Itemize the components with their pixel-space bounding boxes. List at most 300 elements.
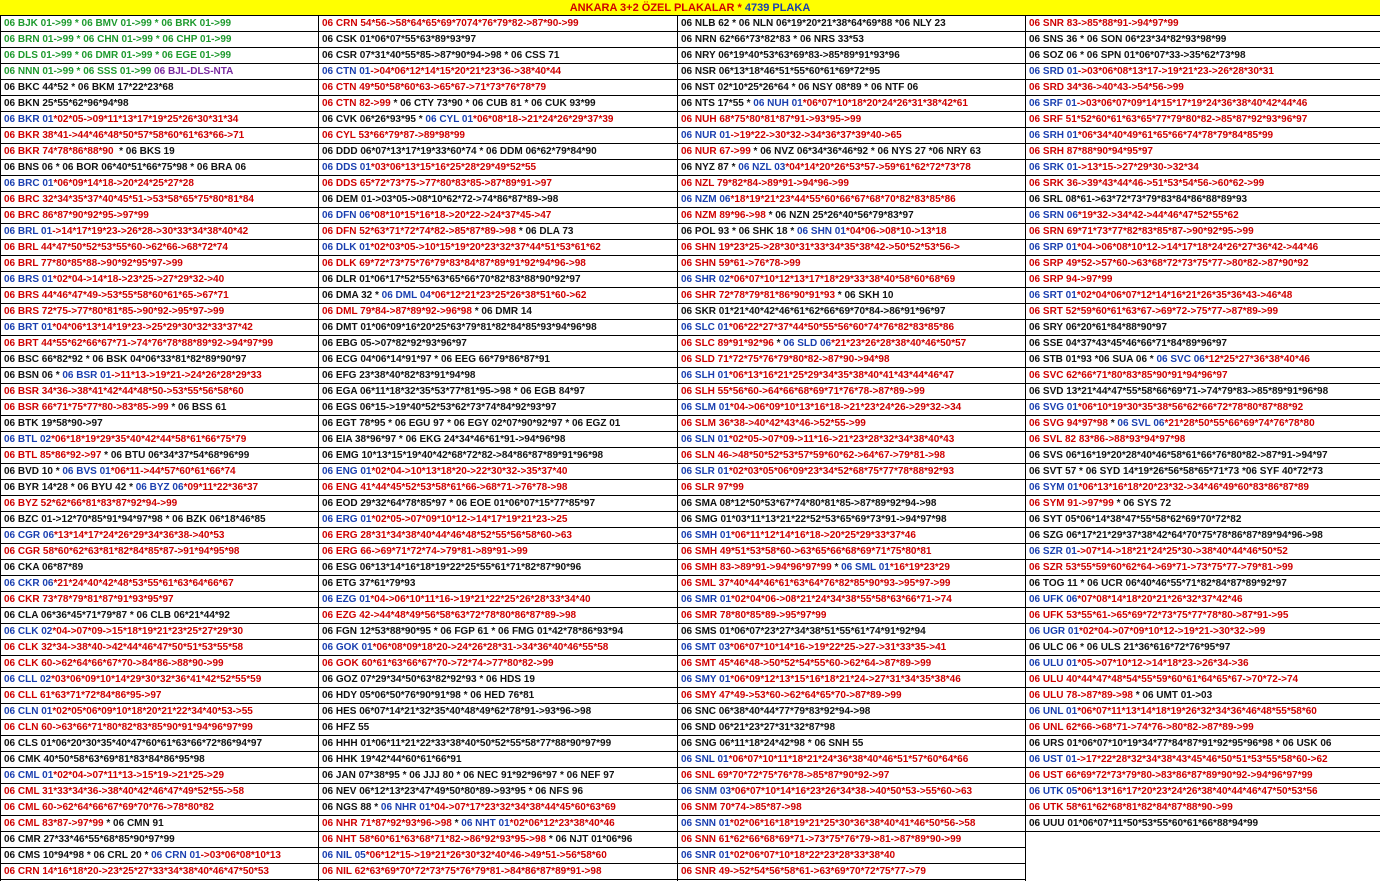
cell-text: *09*11*22*36*37 bbox=[183, 482, 259, 493]
cell-text: 06 SZG 06*17*21*29*37*38*42*64*70*75*78*86*87*89*94*96->98 bbox=[1029, 530, 1323, 541]
cell-text: 06 SNM 70*74->85*87->98 bbox=[681, 802, 802, 813]
table-cell[interactable] bbox=[678, 592, 1025, 608]
table-cell[interactable] bbox=[1, 800, 318, 816]
table-cell[interactable] bbox=[678, 48, 1025, 64]
table-cell[interactable] bbox=[1026, 32, 1380, 48]
cell-text: 06 DLR 01*06*17*52*55*63*65*66*70*82*83*88*90*92*97 bbox=[322, 274, 581, 285]
table-cell[interactable] bbox=[678, 160, 1025, 176]
table-cell[interactable] bbox=[1, 320, 318, 336]
cell-text: 06 SYM 01 bbox=[1029, 482, 1079, 493]
cell-text: 06 EFG 23*38*40*82*83*91*94*98 bbox=[322, 370, 476, 381]
table-cell[interactable] bbox=[1026, 640, 1380, 656]
cell-text: 06 CYL 01 bbox=[425, 114, 474, 125]
table-cell[interactable] bbox=[678, 304, 1025, 320]
cell-text: 06 BYR 14*28 * 06 BYU 42 * bbox=[4, 482, 136, 493]
table-cell[interactable] bbox=[678, 224, 1025, 240]
table-cell[interactable] bbox=[678, 848, 1025, 864]
cell-text: 06 ERG 66->69*71*72*74->79*81->89*91->99 bbox=[322, 546, 528, 557]
table-cell[interactable] bbox=[319, 656, 677, 672]
table-cell[interactable] bbox=[678, 512, 1025, 528]
table-cell[interactable] bbox=[1026, 432, 1380, 448]
table-cell[interactable] bbox=[319, 800, 677, 816]
table-cell[interactable] bbox=[319, 736, 677, 752]
column-3 bbox=[678, 16, 1026, 881]
cell-text: *21*28*50*55*66*69*74*76*78*80 bbox=[1164, 418, 1315, 429]
table-cell[interactable] bbox=[678, 240, 1025, 256]
cell-text: 06 SOZ 06 * 06 SPN 01*06*07*33->35*62*73*98 bbox=[1029, 50, 1246, 61]
table-cell[interactable] bbox=[1026, 368, 1380, 384]
cell-text: * 06 UMT 01->03 bbox=[1135, 690, 1213, 701]
table-cell[interactable] bbox=[1026, 592, 1380, 608]
cell-text: 06 UGR 01 bbox=[1029, 626, 1080, 637]
cell-text: *06*13*16*18*20*23*32->34*46*49*60*83*86*87*89 bbox=[1078, 482, 1309, 493]
table-cell[interactable] bbox=[678, 112, 1025, 128]
cell-text: *02*05->09*11*13*17*19*25*26*30*31*34 bbox=[53, 114, 239, 125]
table-cell[interactable] bbox=[678, 320, 1025, 336]
table-cell[interactable] bbox=[319, 608, 677, 624]
cell-text: 06 NST 02*10*25*26*64 * 06 NSY 08*89 * 06 NTF 06 bbox=[681, 82, 919, 93]
cell-text: *06*09*12*13*15*16*18*21*24->27*31*34*35*38*46 bbox=[730, 674, 961, 685]
table-cell[interactable] bbox=[319, 48, 677, 64]
table-cell[interactable] bbox=[678, 272, 1025, 288]
cell-text: 06 CLS 01*06*20*30*35*40*47*60*61*63*66*72*86*94*97 bbox=[4, 738, 263, 749]
cell-text: 06 CLN 01 bbox=[4, 706, 53, 717]
table-cell[interactable] bbox=[678, 400, 1025, 416]
cell-text: * 06 BSS 61 bbox=[171, 402, 227, 413]
cell-text: *12*25*27*36*38*40*46 bbox=[1204, 354, 1310, 365]
table-cell[interactable] bbox=[1, 96, 318, 112]
cell-text: 06 SMH 49*51*53*58*60->63*65*66*68*69*71*75*80*81 bbox=[681, 546, 932, 557]
cell-text: *08*10*15*16*18->20*22->24*37*45->47 bbox=[370, 210, 552, 221]
table-cell[interactable] bbox=[1, 16, 318, 32]
table-cell[interactable] bbox=[1026, 16, 1380, 32]
table-cell[interactable] bbox=[1, 512, 318, 528]
table-cell[interactable] bbox=[1, 576, 318, 592]
table-cell[interactable] bbox=[1026, 656, 1380, 672]
cell-text: 06 EZG 42->44*48*49*56*58*63*72*78*80*86*87*89->98 bbox=[322, 610, 577, 621]
cell-text: *06*11->44*57*60*61*66*74 bbox=[110, 466, 236, 477]
cell-text: 06 NRY 06*19*40*53*63*69*83->85*89*91*93*96 bbox=[681, 50, 900, 61]
table-cell[interactable] bbox=[1026, 752, 1380, 768]
cell-text: *02*04*06*07*12*14*16*21*26*35*36*43->46*48 bbox=[1076, 290, 1293, 301]
cell-text: *18*19*21*23*44*55*60*66*67*68*70*82*83*85*86 bbox=[730, 194, 956, 205]
table-cell[interactable] bbox=[1026, 816, 1380, 832]
table-cell[interactable] bbox=[319, 560, 677, 576]
table-cell[interactable] bbox=[319, 208, 677, 224]
table-cell[interactable] bbox=[1026, 544, 1380, 560]
table-cell[interactable] bbox=[1026, 320, 1380, 336]
table-cell[interactable] bbox=[319, 336, 677, 352]
table-cell[interactable] bbox=[678, 608, 1025, 624]
table-cell[interactable] bbox=[678, 368, 1025, 384]
table-cell[interactable] bbox=[319, 672, 677, 688]
table-cell[interactable] bbox=[678, 144, 1025, 160]
table-cell[interactable] bbox=[1026, 384, 1380, 400]
table-cell[interactable] bbox=[1, 848, 318, 864]
table-cell[interactable] bbox=[678, 784, 1025, 800]
table-cell[interactable] bbox=[1, 672, 318, 688]
table-cell[interactable] bbox=[678, 720, 1025, 736]
table-cell[interactable] bbox=[1, 768, 318, 784]
cell-text: 06 SRH 01 bbox=[1029, 130, 1078, 141]
table-cell[interactable] bbox=[678, 64, 1025, 80]
table-cell[interactable] bbox=[1, 736, 318, 752]
cell-text: 06 NSR 06*13*18*46*51*55*60*61*69*72*95 bbox=[681, 66, 881, 77]
cell-text: ->07*14->18*21*24*25*30->38*40*44*46*50*52 bbox=[1076, 546, 1288, 557]
table-cell[interactable] bbox=[1026, 672, 1380, 688]
table-cell[interactable] bbox=[1026, 768, 1380, 784]
table-cell[interactable] bbox=[1, 608, 318, 624]
table-cell[interactable] bbox=[319, 768, 677, 784]
table-cell[interactable] bbox=[678, 480, 1025, 496]
table-cell[interactable] bbox=[678, 768, 1025, 784]
table-cell[interactable] bbox=[1026, 208, 1380, 224]
table-cell[interactable] bbox=[1, 64, 318, 80]
cell-text: 06 SNR 01 bbox=[681, 850, 730, 861]
table-cell[interactable] bbox=[319, 576, 677, 592]
table-cell[interactable] bbox=[1, 688, 318, 704]
cell-text: 06 SML 37*40*44*46*61*63*64*76*82*85*90*93->95*97->99 bbox=[681, 578, 951, 589]
cell-text: 06 CML 83*87->97*99 bbox=[4, 818, 107, 829]
table-cell[interactable] bbox=[1, 288, 318, 304]
table-cell[interactable] bbox=[319, 64, 677, 80]
cell-text: *06*07*10*14*16->19*22*25->27->31*33*35->41 bbox=[729, 642, 947, 653]
table-cell[interactable] bbox=[1026, 304, 1380, 320]
cell-text: * 06 CTY 73*90 * 06 CUB 81 * 06 CUK 93*99 bbox=[393, 98, 596, 109]
table-cell[interactable] bbox=[678, 192, 1025, 208]
cell-text: * 06 BTU 06*34*37*54*68*96*99 bbox=[104, 450, 250, 461]
table-cell[interactable] bbox=[1, 384, 318, 400]
cell-text: *02*06*16*18*19*21*25*30*36*38*40*41*46*50*56->58 bbox=[729, 818, 976, 829]
table-cell[interactable] bbox=[1, 352, 318, 368]
table-cell[interactable] bbox=[1, 160, 318, 176]
table-cell[interactable] bbox=[678, 640, 1025, 656]
table-cell[interactable] bbox=[1026, 496, 1380, 512]
table-cell[interactable] bbox=[319, 160, 677, 176]
cell-text: 06 SRH 87*88*90*94*95*97 bbox=[1029, 146, 1153, 157]
cell-text: 06 SVC 06 bbox=[1156, 354, 1205, 365]
table-cell[interactable] bbox=[1, 256, 318, 272]
cell-text: 06 EGT 78*95 * 06 EGU 97 * 06 EGY 02*07*90*92*97 * 06 EGZ 01 bbox=[322, 418, 621, 429]
table-cell[interactable] bbox=[319, 688, 677, 704]
cell-text: 06 SNN 61*62*66*68*69*71->73*75*76*79->81->87*89*90->99 bbox=[681, 834, 962, 845]
table-cell[interactable] bbox=[678, 672, 1025, 688]
table-cell[interactable] bbox=[678, 752, 1025, 768]
cell-text: 06 BRC 32*34*35*37*40*45*51->53*58*65*75*80*81*84 bbox=[4, 194, 254, 205]
table-cell[interactable] bbox=[319, 320, 677, 336]
table-cell[interactable] bbox=[678, 464, 1025, 480]
table-cell[interactable] bbox=[319, 384, 677, 400]
table-cell[interactable] bbox=[1026, 512, 1380, 528]
table-cell[interactable] bbox=[319, 400, 677, 416]
table-cell[interactable] bbox=[1, 240, 318, 256]
cell-text: 06 CLK 60->62*64*66*67*70->84*86->88*90->99 bbox=[4, 658, 224, 669]
table-cell[interactable] bbox=[678, 544, 1025, 560]
table-cell[interactable] bbox=[1026, 448, 1380, 464]
table-cell[interactable] bbox=[1, 496, 318, 512]
cell-text: 06 BRT 01 bbox=[4, 322, 53, 333]
table-cell[interactable] bbox=[1026, 784, 1380, 800]
table-cell[interactable] bbox=[319, 496, 677, 512]
table-cell[interactable] bbox=[1, 224, 318, 240]
table-cell[interactable] bbox=[319, 256, 677, 272]
table-cell[interactable] bbox=[1, 80, 318, 96]
table-cell[interactable] bbox=[678, 448, 1025, 464]
table-cell[interactable] bbox=[319, 144, 677, 160]
table-cell[interactable] bbox=[319, 352, 677, 368]
column-2 bbox=[319, 16, 678, 881]
table-cell[interactable] bbox=[678, 416, 1025, 432]
cell-text: *06*08*09*18*20->24*26*28*31->34*36*40*46*55*58 bbox=[372, 642, 609, 653]
table-cell[interactable] bbox=[1, 176, 318, 192]
cell-text: 06 CTN 49*50*58*60*63->65*67->71*73*76*78*79 bbox=[322, 82, 547, 93]
table-cell[interactable] bbox=[319, 528, 677, 544]
table-cell[interactable] bbox=[319, 704, 677, 720]
table-cell[interactable] bbox=[1026, 224, 1380, 240]
table-cell[interactable] bbox=[1, 400, 318, 416]
table-cell[interactable] bbox=[1026, 400, 1380, 416]
table-cell[interactable] bbox=[319, 432, 677, 448]
table-cell[interactable] bbox=[1026, 416, 1380, 432]
cell-text: *02*03*05->10*15*19*20*23*32*37*44*51*53*61*62 bbox=[370, 242, 601, 253]
table-cell[interactable] bbox=[678, 336, 1025, 352]
cell-text: 06 SMS 01*06*07*23*27*34*38*51*55*61*74*91*92*94 bbox=[681, 626, 926, 637]
table-cell[interactable] bbox=[678, 864, 1025, 880]
table-cell[interactable] bbox=[319, 832, 677, 848]
cell-text: 06 NEV 06*12*13*23*47*49*50*80*89->93*95 * 06 NFS 96 bbox=[322, 786, 584, 797]
table-cell[interactable] bbox=[1, 704, 318, 720]
table-cell[interactable] bbox=[1026, 704, 1380, 720]
table-cell[interactable] bbox=[1, 432, 318, 448]
table-cell[interactable] bbox=[678, 176, 1025, 192]
table-cell[interactable] bbox=[319, 592, 677, 608]
table-cell[interactable] bbox=[1026, 800, 1380, 816]
cell-text: 06 CMS 10*94*98 * 06 CRL 20 * bbox=[4, 850, 152, 861]
table-cell[interactable] bbox=[678, 560, 1025, 576]
table-cell[interactable] bbox=[319, 784, 677, 800]
table-cell[interactable] bbox=[319, 176, 677, 192]
table-cell[interactable] bbox=[678, 528, 1025, 544]
table-cell[interactable] bbox=[319, 752, 677, 768]
table-cell[interactable] bbox=[1, 816, 318, 832]
cell-text: *06*12*21*23*25*26*38*51*60->62 bbox=[430, 290, 587, 301]
table-cell[interactable] bbox=[1, 416, 318, 432]
cell-text: 06 SNR 49->52*54*56*58*61->63*69*70*72*75*77->79 bbox=[681, 866, 926, 877]
table-cell[interactable] bbox=[319, 640, 677, 656]
table-cell[interactable] bbox=[1026, 80, 1380, 96]
cell-text: *06*22*27*37*44*50*55*56*60*74*76*82*83*85*86 bbox=[728, 322, 955, 333]
table-cell[interactable] bbox=[678, 656, 1025, 672]
table-cell[interactable] bbox=[678, 432, 1025, 448]
table-cell[interactable] bbox=[319, 448, 677, 464]
table-cell[interactable] bbox=[1026, 128, 1380, 144]
table-cell[interactable] bbox=[678, 496, 1025, 512]
table-cell[interactable] bbox=[1026, 688, 1380, 704]
cell-text: 06 DML 79*84->87*89*92->96*98 bbox=[322, 306, 475, 317]
table-cell[interactable] bbox=[319, 272, 677, 288]
cell-text: 06 UNL 01 bbox=[1029, 706, 1078, 717]
cell-text: 06 BKN 25*55*62*96*94*98 bbox=[4, 98, 129, 109]
cell-text: 06 CMK 40*50*58*63*69*81*83*84*86*95*98 bbox=[4, 754, 205, 765]
table-cell[interactable] bbox=[1026, 64, 1380, 80]
cell-text: 06 SRD 01 bbox=[1029, 66, 1078, 77]
table-cell[interactable] bbox=[1026, 352, 1380, 368]
table-cell[interactable] bbox=[319, 848, 677, 864]
table-cell[interactable] bbox=[1, 832, 318, 848]
table-cell[interactable] bbox=[319, 128, 677, 144]
table-cell[interactable] bbox=[319, 224, 677, 240]
table-cell[interactable] bbox=[319, 720, 677, 736]
table-cell[interactable] bbox=[1, 32, 318, 48]
cell-text: 06 ETG 37*61*79*93 bbox=[322, 578, 416, 589]
cell-text: 06 SMH 01 bbox=[681, 530, 732, 541]
cell-text: 06 HDY 05*06*50*76*90*91*98 * 06 HED 76*81 bbox=[322, 690, 535, 701]
table-cell[interactable] bbox=[678, 624, 1025, 640]
table-cell[interactable] bbox=[319, 80, 677, 96]
table-cell[interactable] bbox=[678, 384, 1025, 400]
table-cell[interactable] bbox=[1, 448, 318, 464]
table-cell[interactable] bbox=[1026, 464, 1380, 480]
table-cell[interactable] bbox=[1026, 336, 1380, 352]
table-cell[interactable] bbox=[1, 640, 318, 656]
table-cell[interactable] bbox=[1, 720, 318, 736]
table-cell[interactable] bbox=[678, 832, 1025, 848]
cell-text: 06 UST 01 bbox=[1029, 754, 1077, 765]
table-cell[interactable] bbox=[1, 480, 318, 496]
table-cell[interactable] bbox=[1026, 96, 1380, 112]
table-cell[interactable] bbox=[1, 528, 318, 544]
table-cell[interactable] bbox=[319, 864, 677, 880]
table-cell[interactable] bbox=[1026, 144, 1380, 160]
table-cell[interactable] bbox=[1026, 608, 1380, 624]
table-cell[interactable] bbox=[319, 304, 677, 320]
table-cell[interactable] bbox=[678, 688, 1025, 704]
cell-text: 06 BRL 01 bbox=[4, 226, 53, 237]
table-cell[interactable] bbox=[1026, 576, 1380, 592]
table-cell[interactable] bbox=[1, 624, 318, 640]
table-cell[interactable] bbox=[1, 192, 318, 208]
table-cell[interactable] bbox=[319, 416, 677, 432]
table-cell[interactable] bbox=[319, 544, 677, 560]
table-cell[interactable] bbox=[1, 208, 318, 224]
table-cell[interactable] bbox=[1026, 624, 1380, 640]
cell-text: 06 SLH 01 bbox=[681, 370, 729, 381]
table-cell[interactable] bbox=[678, 576, 1025, 592]
table-cell[interactable] bbox=[678, 256, 1025, 272]
cell-text: 06 CLL 61*63*71*72*84*86*95->97 bbox=[4, 690, 162, 701]
table-cell[interactable] bbox=[1, 560, 318, 576]
table-cell[interactable] bbox=[1, 464, 318, 480]
table-cell[interactable] bbox=[1, 592, 318, 608]
table-cell[interactable] bbox=[678, 16, 1025, 32]
table-cell[interactable] bbox=[1026, 736, 1380, 752]
table-cell[interactable] bbox=[678, 352, 1025, 368]
table-cell[interactable] bbox=[1, 272, 318, 288]
table-cell[interactable] bbox=[1, 864, 318, 880]
table-cell[interactable] bbox=[1026, 480, 1380, 496]
table-cell[interactable] bbox=[1, 128, 318, 144]
table-cell[interactable] bbox=[1, 368, 318, 384]
cell-text: 06 BRT 44*55*62*66*67*71->74*76*78*88*89*92->94*97*99 bbox=[4, 338, 274, 349]
cell-text: 06 NRN 62*66*73*82*83 * 06 NRS 33*53 bbox=[681, 34, 864, 45]
table-cell[interactable] bbox=[678, 736, 1025, 752]
table-cell[interactable] bbox=[319, 624, 677, 640]
table-cell[interactable] bbox=[1, 48, 318, 64]
table-cell[interactable] bbox=[1, 144, 318, 160]
cell-text: 06 BRC 86*87*90*92*95->97*99 bbox=[4, 210, 149, 221]
cell-text: 06 CSR 07*31*40*55*85->87*90*94->98 * 06 CSS 71 bbox=[322, 50, 560, 61]
table-cell[interactable] bbox=[1, 752, 318, 768]
cell-text: *06*11*12*14*16*18->20*25*29*33*37*46 bbox=[731, 530, 916, 541]
table-cell[interactable] bbox=[678, 128, 1025, 144]
table-cell[interactable] bbox=[1, 112, 318, 128]
table-cell[interactable] bbox=[678, 704, 1025, 720]
table-cell[interactable] bbox=[678, 96, 1025, 112]
table-cell[interactable] bbox=[1026, 272, 1380, 288]
table-cell[interactable] bbox=[319, 32, 677, 48]
table-cell[interactable] bbox=[1026, 720, 1380, 736]
table-cell[interactable] bbox=[319, 240, 677, 256]
table-cell[interactable] bbox=[1026, 192, 1380, 208]
cell-text: 06 CML 01 bbox=[4, 770, 54, 781]
table-cell[interactable] bbox=[1026, 176, 1380, 192]
table-cell[interactable] bbox=[319, 96, 677, 112]
cell-text: 06 HHK 19*42*44*60*61*66*91 bbox=[322, 754, 462, 765]
cell-text: *02*04*06->08*21*24*34*38*55*58*63*66*71->74 bbox=[731, 594, 952, 605]
table-cell[interactable] bbox=[319, 192, 677, 208]
table-cell[interactable] bbox=[1026, 48, 1380, 64]
table-cell[interactable] bbox=[1, 304, 318, 320]
cell-text: 06 SRY 06*20*61*84*88*90*97 bbox=[1029, 322, 1167, 333]
table-cell[interactable] bbox=[678, 800, 1025, 816]
table-cell[interactable] bbox=[1026, 560, 1380, 576]
table-cell[interactable] bbox=[319, 816, 677, 832]
table-cell[interactable] bbox=[1026, 288, 1380, 304]
table-cell[interactable] bbox=[1026, 240, 1380, 256]
table-cell[interactable] bbox=[1, 544, 318, 560]
table-cell[interactable] bbox=[319, 112, 677, 128]
table-cell[interactable] bbox=[319, 16, 677, 32]
cell-text: 06 SRP 49*52->57*60->63*68*72*73*75*77->80*82->87*90*92 bbox=[1029, 258, 1309, 269]
table-cell[interactable] bbox=[1026, 528, 1380, 544]
table-cell[interactable] bbox=[1026, 160, 1380, 176]
table-cell[interactable] bbox=[319, 480, 677, 496]
cell-text: 06 NUH 01 bbox=[753, 98, 803, 109]
table-cell[interactable] bbox=[1, 656, 318, 672]
cell-text: 06 ESG 06*13*14*16*18*19*22*25*55*61*71*82*87*90*96 bbox=[322, 562, 582, 573]
table-cell[interactable] bbox=[1026, 256, 1380, 272]
table-cell[interactable] bbox=[319, 288, 677, 304]
cell-text: 06 NZM 89*96->98 bbox=[681, 210, 769, 221]
table-cell[interactable] bbox=[678, 208, 1025, 224]
table-cell[interactable] bbox=[678, 32, 1025, 48]
cell-text: *06*10*19*30*35*38*56*62*66*72*78*80*87*88*92 bbox=[1077, 402, 1304, 413]
table-cell[interactable] bbox=[319, 464, 677, 480]
cell-text: 06 SRK 01 bbox=[1029, 162, 1078, 173]
table-cell[interactable] bbox=[678, 288, 1025, 304]
table-cell[interactable] bbox=[319, 512, 677, 528]
table-cell[interactable] bbox=[678, 80, 1025, 96]
cell-text: 06 BNS 06 * 06 BOR 06*40*51*66*75*98 * 06 BRA 06 bbox=[4, 162, 247, 173]
table-cell[interactable] bbox=[1, 784, 318, 800]
cell-text: *21*23*26*28*38*40*46*50*57 bbox=[831, 338, 967, 349]
table-cell[interactable] bbox=[1026, 112, 1380, 128]
table-cell[interactable] bbox=[319, 368, 677, 384]
table-cell[interactable] bbox=[678, 816, 1025, 832]
cell-text: *02*04->14*18->23*25->27*29*32->40 bbox=[52, 274, 225, 285]
cell-text: 06 CRN 01 bbox=[151, 850, 201, 861]
table-cell[interactable] bbox=[1, 336, 318, 352]
